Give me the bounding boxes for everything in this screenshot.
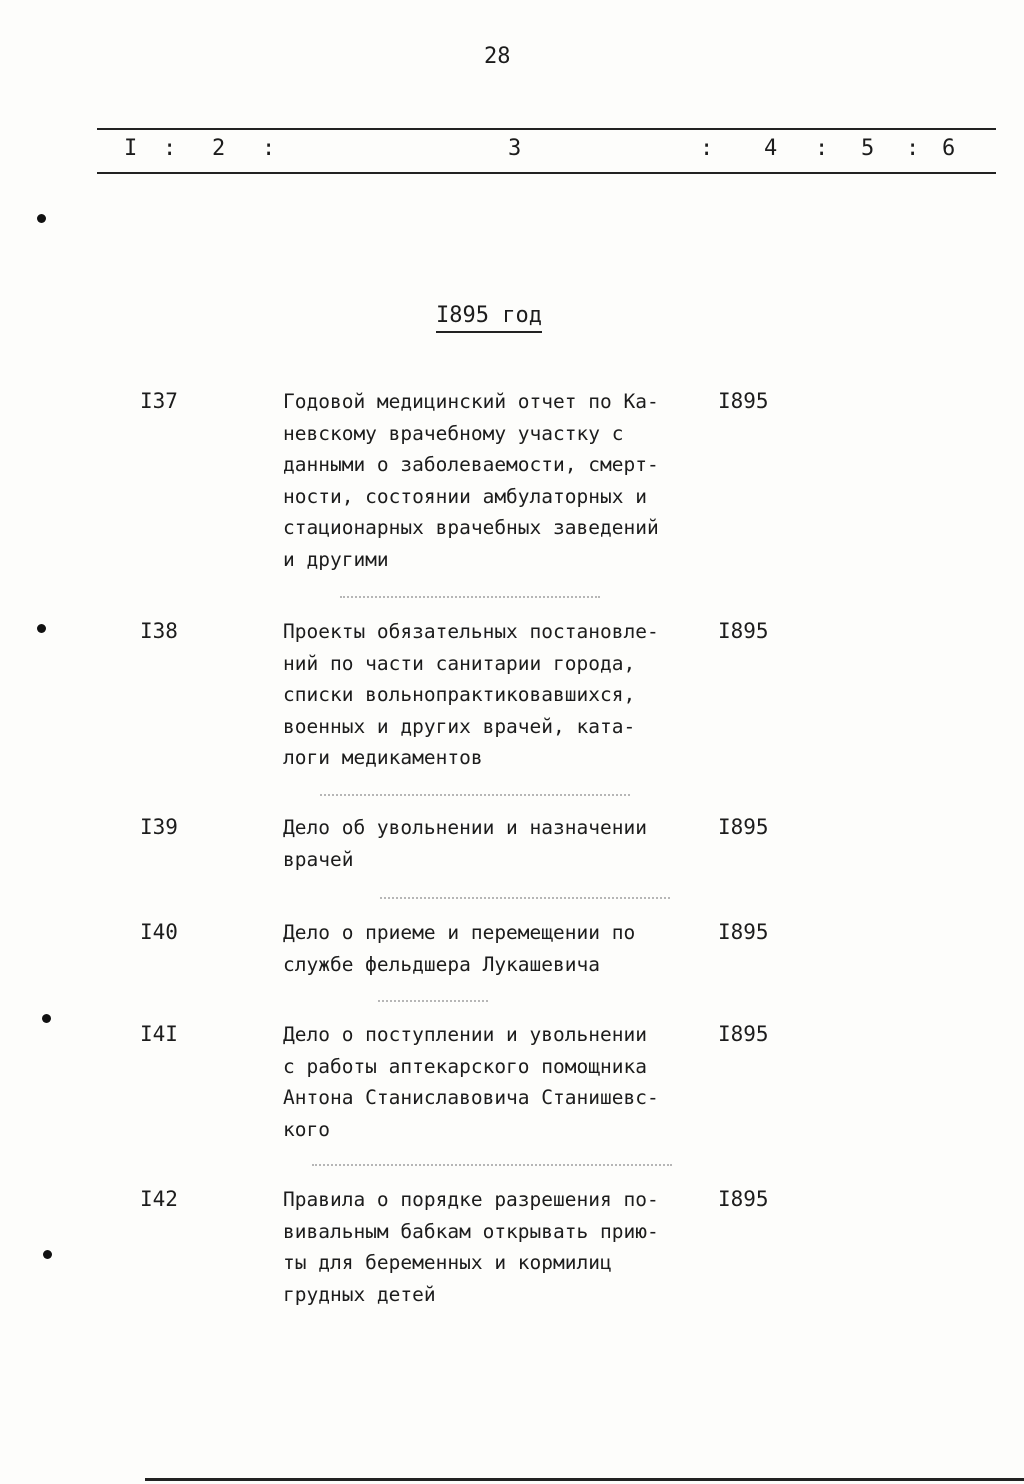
entry-description: Дело о поступлении и увольнении с работы аптекарского помощника Антона Станиславовича Станишевс- кого xyxy=(283,1023,659,1141)
dotted-separator xyxy=(378,1000,488,1004)
column-3-label: 3 xyxy=(508,136,522,161)
entry-year: I895 xyxy=(718,815,769,839)
column-2-label: 2 xyxy=(212,136,226,161)
dotted-separator xyxy=(320,794,630,798)
entry-number: I37 xyxy=(140,389,178,413)
column-5-label: 5 xyxy=(861,136,875,161)
entry-number: I39 xyxy=(140,815,178,839)
entry-description: Дело о приеме и перемещении по службе фельдшера Лукашевича xyxy=(283,921,636,976)
dotted-separator xyxy=(312,1164,672,1168)
page-bottom-edge xyxy=(145,1478,1024,1481)
column-6-label: 6 xyxy=(942,136,956,161)
entry-year: I895 xyxy=(718,920,769,944)
column-separator: : xyxy=(906,136,920,161)
entry-description: Правила о порядке разрешения по- вивальным бабкам открывать прию- ты для беременных и кормилиц грудных детей xyxy=(283,1188,659,1306)
entry-description: Дело об увольнении и назначении врачей xyxy=(283,816,647,871)
section-year-heading: I895 год xyxy=(436,302,542,333)
column-separator: : xyxy=(262,136,276,161)
table-header-bottom-rule xyxy=(97,172,996,174)
binding-hole-mark xyxy=(37,214,46,223)
binding-hole-mark xyxy=(42,1014,51,1023)
entry-year: I895 xyxy=(718,1187,769,1211)
column-separator: : xyxy=(700,136,714,161)
dotted-separator xyxy=(380,897,670,901)
page-number: 28 xyxy=(484,44,511,69)
entry-year: I895 xyxy=(718,1022,769,1046)
entry-number: I40 xyxy=(140,920,178,944)
entry-year: I895 xyxy=(718,389,769,413)
binding-hole-mark xyxy=(43,1250,52,1259)
binding-hole-mark xyxy=(37,624,46,633)
entry-year: I895 xyxy=(718,619,769,643)
dotted-separator xyxy=(340,596,600,600)
entry-number: I42 xyxy=(140,1187,178,1211)
column-separator: : xyxy=(815,136,829,161)
column-number-header xyxy=(0,132,1024,166)
table-header-top-rule xyxy=(97,128,996,130)
column-4-label: 4 xyxy=(764,136,778,161)
entry-description: Проекты обязательных постановле- ний по части санитарии города, списки вольнопрактиковавшихся, военных и других врачей, ката- логи медикаментов xyxy=(283,620,659,769)
column-1-label: I xyxy=(124,136,138,161)
entry-description: Годовой медицинский отчет по Ка- невскому врачебному участку с данными о заболеваемости, смерт- ности, состоянии амбулаторных и стационарных врачебных заведений и другими xyxy=(283,390,659,571)
entry-number: I38 xyxy=(140,619,178,643)
column-separator: : xyxy=(163,136,177,161)
entry-number: I4I xyxy=(140,1022,178,1046)
